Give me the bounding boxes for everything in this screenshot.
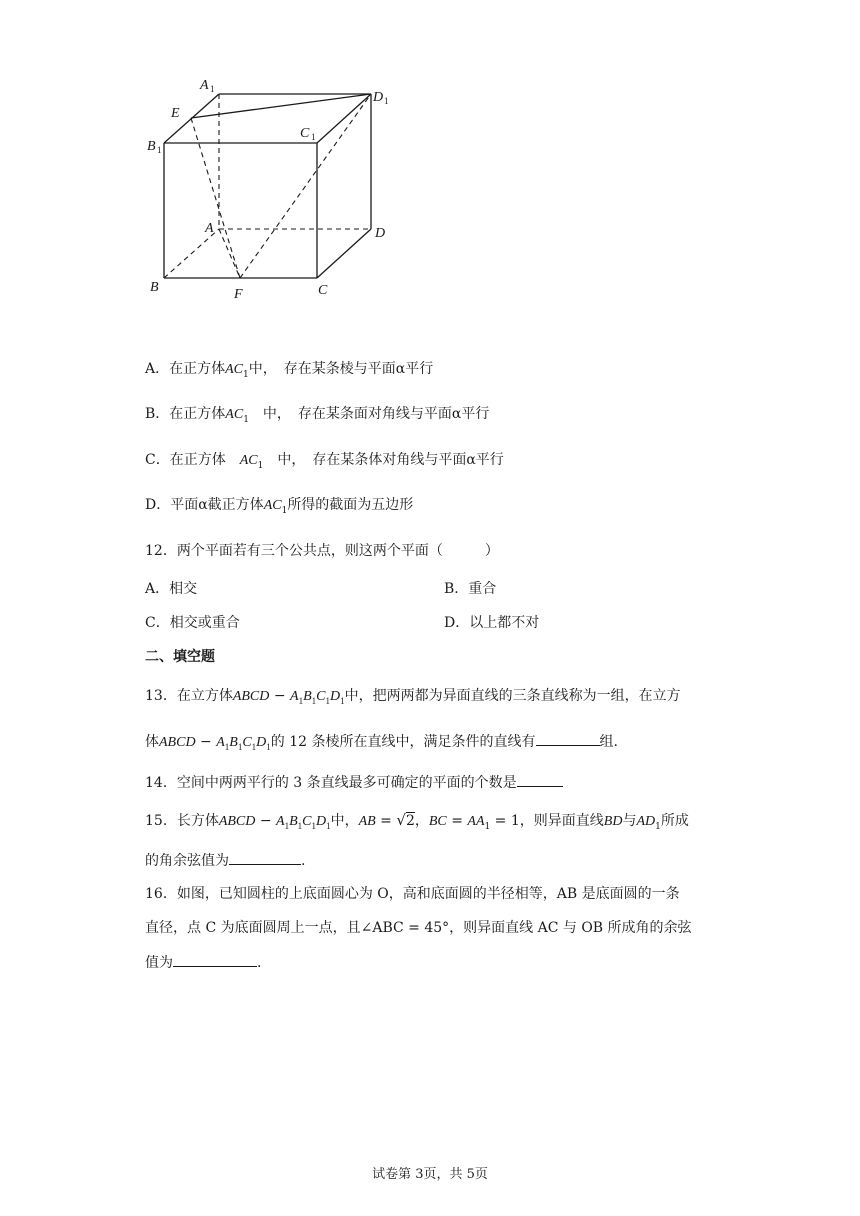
- option-a-sub: 1: [243, 369, 249, 380]
- option-d-prefix: D．平面α截正方体: [145, 497, 264, 513]
- q15-f: 所成: [660, 813, 689, 829]
- q15-b: 中，: [330, 813, 359, 829]
- option-c-suffix: 中， 存在某条体对角线与平面α平行: [263, 452, 504, 468]
- q15-aa1: AA: [467, 814, 485, 829]
- page-footer: 试卷第 3页，共 5页: [372, 1167, 488, 1182]
- label-d1: D: [373, 90, 384, 105]
- q15-line2-text: 的角余弦值为: [145, 853, 229, 869]
- q13-line2-dash: −: [195, 734, 217, 750]
- q16-line2: 直径，点 C 为底面圆周上一点，且∠ABC = 45°，则异面直线 AC 与 OB 所成角的余弦: [145, 920, 692, 936]
- label-e: E: [171, 106, 180, 121]
- q15-dash: −: [255, 813, 277, 829]
- label-d1-sub: 1: [384, 96, 389, 106]
- q16-line3-text: 值为: [145, 955, 173, 971]
- label-d: D: [375, 226, 386, 241]
- q15-cube: ABCD: [218, 814, 256, 829]
- cube-figure: [0, 0, 860, 320]
- q13-text: 中，把两两都为异面直线的三条直线称为一组，在立方: [344, 688, 681, 704]
- q16-line1: 16．如图，已知圆柱的上底面圆心为 O，高和底面圆的半径相等，AB 是底面圆的一条: [145, 886, 680, 902]
- q12-stem: 12．两个平面若有三个公共点，则这两个平面（ ）: [145, 543, 499, 559]
- option-d-suffix: 所得的截面为五边形: [287, 497, 414, 513]
- q15-bd: BD: [603, 814, 623, 829]
- q15-eq: =: [375, 813, 397, 829]
- option-b-suffix: 中， 存在某条面对角线与平面α平行: [248, 406, 490, 422]
- q15-ab: AB: [358, 814, 376, 829]
- q13-answer-blank[interactable]: [536, 731, 600, 746]
- q15-end: .: [301, 853, 306, 869]
- q15-e: 与: [622, 813, 637, 829]
- q13-prefix: 13．在立方体: [145, 688, 233, 704]
- option-d-sub: 1: [281, 505, 288, 516]
- q15-eq1: = 1: [490, 813, 520, 829]
- q15-c: ，: [414, 813, 429, 829]
- q13-cube1: $A_1B_1C_1D_1$: [290, 689, 345, 706]
- q14-answer-blank[interactable]: [517, 772, 563, 787]
- label-a: A: [205, 221, 214, 236]
- q13-dash: −: [269, 688, 291, 704]
- option-c-ac: AC: [239, 453, 258, 468]
- label-f: F: [234, 287, 243, 302]
- q15-prefix: 15．长方体: [145, 813, 219, 829]
- option-b: [145, 404, 489, 430]
- label-c: C: [318, 283, 328, 298]
- q13-cube: ABCD: [232, 689, 270, 704]
- q13-line1: [145, 686, 681, 711]
- option-b-sub: 1: [243, 414, 249, 425]
- q14: [145, 772, 563, 793]
- q13-line2-text: 的 12 条棱所在直线中，满足条件的直线有: [270, 734, 536, 750]
- q16-end: .: [257, 955, 262, 971]
- q15-sqrt2: 2: [405, 813, 415, 829]
- label-a1-sub: 1: [210, 84, 215, 94]
- q15-cube1: $A_1B_1C_1D_1$: [276, 814, 331, 831]
- q12-option-b: B．重合: [444, 581, 497, 597]
- q13-line2-suffix: 组.: [599, 734, 618, 750]
- q13-line2-cube: ABCD: [159, 735, 196, 750]
- label-c1: C: [300, 126, 310, 141]
- q13-line2-prefix: 体: [145, 734, 159, 750]
- q12-option-d: D．以上都不对: [444, 615, 540, 631]
- q13-line2-cube1: $A_1B_1C_1D_1$: [216, 735, 271, 752]
- section-title: 二、填空题: [145, 649, 215, 665]
- q12-option-c: C．相交或重合: [145, 615, 240, 631]
- q15-line1: 15．长方体ABCD − $A_1B_1C_1D_1$中，AB = √2，BC = $AA_1 = 1$，则异面直线BD与$AD_1$所成: [145, 811, 689, 832]
- q16-line3: [145, 952, 261, 973]
- option-c-sub: 1: [257, 460, 264, 471]
- option-a-suffix: 中， 存在某条棱与平面α平行: [248, 361, 434, 377]
- label-b: B: [150, 280, 159, 295]
- option-a: [145, 359, 433, 385]
- option-b-ac: AC: [225, 407, 244, 422]
- option-d-ac: AC: [263, 498, 282, 513]
- option-c: [145, 450, 504, 476]
- q15-line2: [145, 850, 305, 871]
- q15-d: ，则异面直线: [519, 813, 604, 829]
- q15-answer-blank[interactable]: [229, 850, 301, 865]
- option-a-prefix: A．在正方体: [145, 361, 226, 377]
- q16-answer-blank[interactable]: [173, 952, 257, 967]
- q14-text: 14．空间中两两平行的 3 条直线最多可确定的平面的个数是: [145, 775, 517, 791]
- option-b-prefix: B．在正方体: [145, 406, 226, 422]
- q15-eq2: =: [446, 813, 468, 829]
- label-b1-sub: 1: [157, 145, 162, 155]
- q12-option-a: A．相交: [145, 581, 198, 597]
- label-c1-sub: 1: [311, 132, 316, 142]
- label-a1: A: [200, 78, 209, 93]
- option-d: [145, 495, 413, 521]
- label-b1: B: [147, 139, 156, 154]
- option-c-prefix: C．在正方体: [145, 452, 240, 468]
- q13-line2: [145, 731, 618, 757]
- q15-bc: BC: [428, 814, 447, 829]
- option-a-ac: AC: [225, 362, 244, 377]
- q15-ad1: AD: [636, 814, 656, 829]
